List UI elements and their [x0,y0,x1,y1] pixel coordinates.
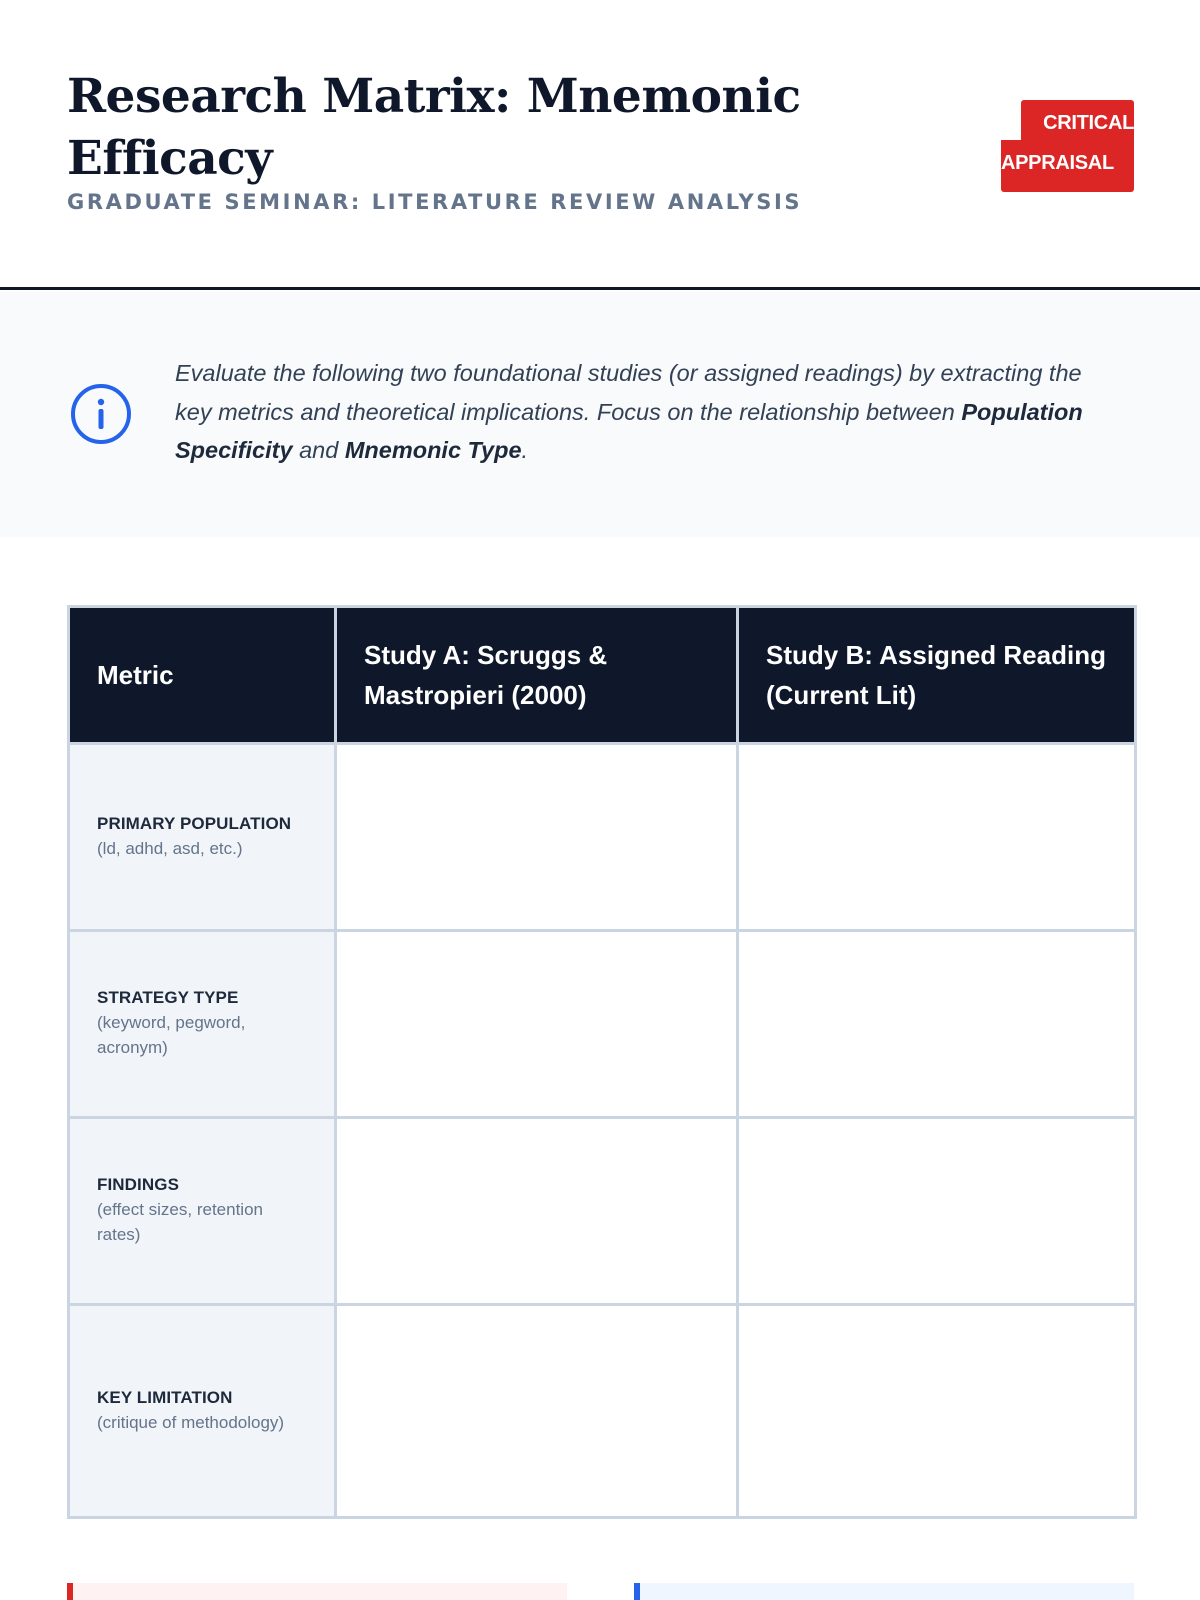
study-b-findings-cell[interactable] [738,1118,1136,1305]
instructions-bold-population: Population Specificity [175,398,1083,463]
instructions-text-part1: Evaluate the following two foundational studies (or assigned readings) by extracting the key metrics and theoretical implications. Focus on the relationship between [175,360,1082,425]
red-callout-box [67,1583,567,1600]
instructions-text-part3: . [521,437,529,463]
study-a-population-cell[interactable] [336,744,738,931]
badge-label-line2: APPRAISAL [1001,152,1114,174]
instructions-text-part2: and [292,437,345,463]
metric-hint: (effect sizes, retention rates) [97,1200,263,1244]
table-header-row [69,607,1136,744]
metric-hint: (keyword, pegword, acronym) [97,1013,246,1057]
study-b-strategy-cell[interactable] [738,931,1136,1118]
badge-label-line1: CRITICAL [1043,112,1134,134]
metric-label: PRIMARY POPULATION [97,813,292,833]
metric-cell-strategy [69,931,336,1118]
info-circle-icon [70,383,132,445]
header-study-a: Study A: Scruggs & Mastropieri (2000) [336,607,738,744]
metric-cell-limitation [69,1305,336,1518]
table-row [69,1305,1136,1518]
instructions-text [175,354,1115,470]
metric-hint: (critique of methodology) [97,1412,285,1432]
metric-label: KEY LIMITATION [97,1387,233,1407]
table-row [69,1118,1136,1305]
instructions-bold-mnemonic: Mnemonic Type [344,437,522,463]
critical-appraisal-badge [1001,100,1134,192]
header-metric: Metric [69,607,336,744]
metric-cell-findings [69,1118,336,1305]
study-a-strategy-cell[interactable] [336,931,738,1118]
metric-label: STRATEGY TYPE [97,988,239,1007]
page-subtitle: GRADUATE SEMINAR: LITERATURE REVIEW ANALYSIS [67,190,803,214]
metric-label: FINDINGS [97,1175,180,1194]
instructions-panel [0,292,1200,537]
study-a-limitation-cell[interactable] [336,1305,738,1518]
study-b-population-cell[interactable] [738,744,1136,931]
page-title: Research Matrix: Mnemonic Efficacy [67,69,801,186]
table-row [69,931,1136,1118]
table-row [69,744,1136,931]
header-study-b: Study B: Assigned Reading (Current Lit) [738,607,1136,744]
metric-hint: (ld, adhd, asd, etc.) [97,838,243,858]
study-b-limitation-cell[interactable] [738,1305,1136,1518]
blue-callout-box [634,1583,1134,1600]
metric-cell-population [69,744,336,931]
study-a-findings-cell[interactable] [336,1118,738,1305]
research-matrix-table [67,605,1137,1519]
page-header [0,0,1200,290]
